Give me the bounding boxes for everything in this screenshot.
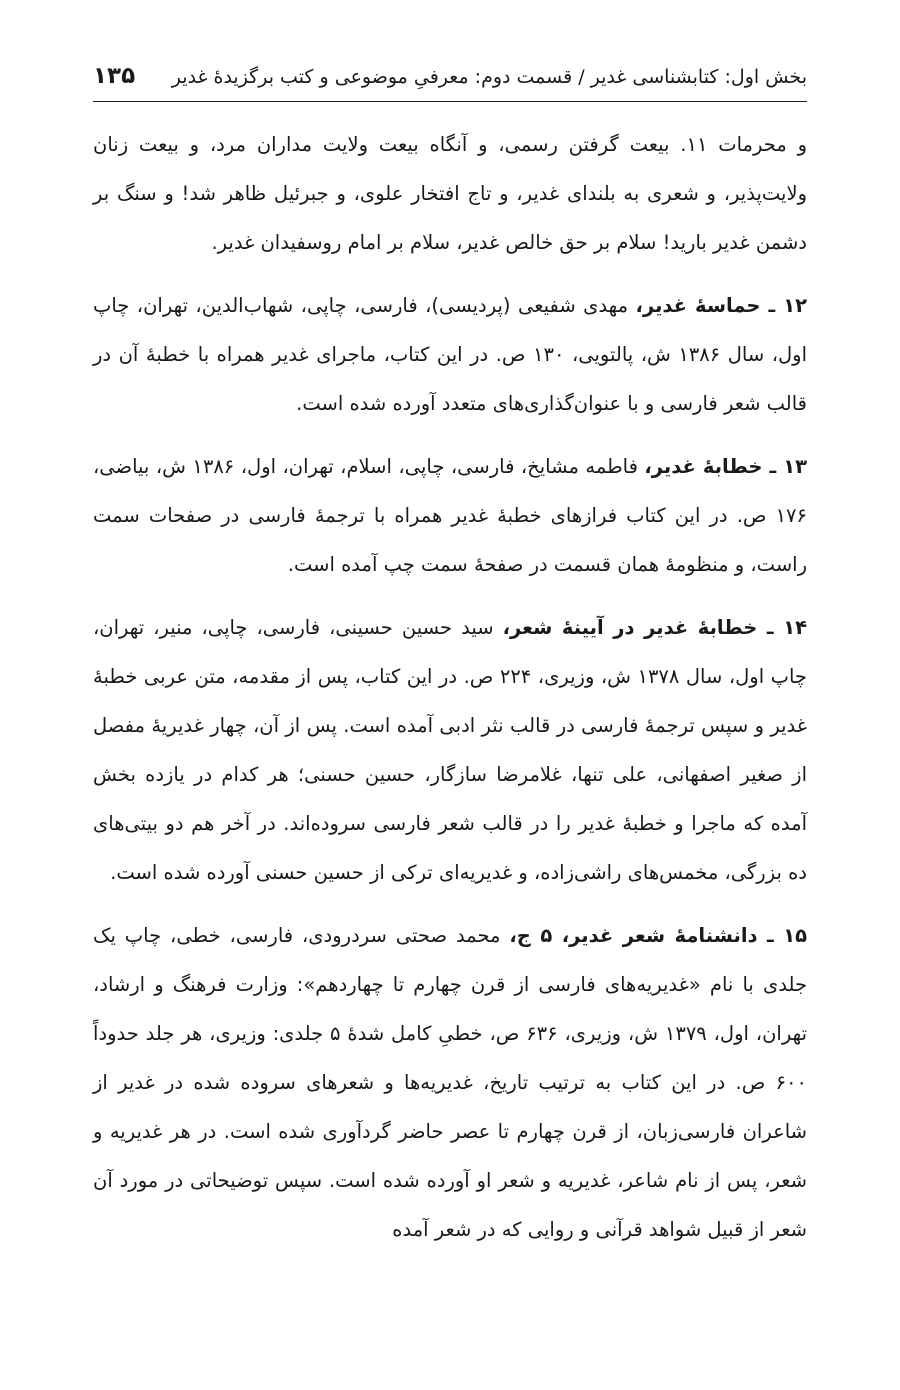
entry-text: فاطمه مشایخ، فارسی، چاپی، اسلام، تهران، اول، ۱۳۸۶ ش، بیاضی، ۱۷۶ ص. در این کتاب فرازهای خطبهٔ غدیر همراه با ترجمهٔ فارسی در صفحات سمت راست، و منظومهٔ همان قسمت در صفحهٔ سمت چپ آمده است. bbox=[93, 455, 807, 576]
entry-14 bbox=[93, 603, 807, 897]
entry-text: محمد صحتی سردرودی، فارسی، خطی، چاپ یک جلدی با نام «غدیریه‌های فارسی از قرن چهارم تا چهاردهم»: وزارت فرهنگ و ارشاد، تهران، اول، ۱۳۷۹ ش، وزیری، ۶۳۶ ص، خطیِ کامل شدهٔ ۵ جلدی: وزیری، هر جلد حدوداً ۶۰۰ ص. در این کتاب به ترتیب تاریخ، غدیریه‌ها و شعرهای سروده شده در غدیر از شاعران فارسی‌زبان، از قرن چهارم تا عصر حاضر گردآوری شده است. در هر غدیریه و شعر، پس از نام شاعر، غدیریه و شعر او آورده شده است. سپس توضیحاتی در مورد آن شعر از قبیل شواهد قرآنی و روایی که در شعر آمده bbox=[93, 924, 807, 1241]
entry-15 bbox=[93, 911, 807, 1254]
entry-text: سید حسین حسینی، فارسی، چاپی، منیر، تهران، چاپ اول، سال ۱۳۷۸ ش، وزیری، ۲۲۴ ص. در این کتاب، پس از مقدمه، متن عربی خطبهٔ غدیر و سپس ترجمهٔ فارسی در قالب نثر ادبی آمده است. پس از آن، چهار غدیریهٔ مفصل از صغیر اصفهانی، علی تنها، غلامرضا سازگار، حسین حسنی؛ هر کدام در یازده بخش آمده که ماجرا و خطبهٔ غدیر را در قالب شعر فارسی سروده‌اند. در آخر هم دو بیتی‌های ده بزرگی، مخمس‌های راشی‌زاده، و غدیریه‌ای ترکی از حسین حسنی آورده شده است. bbox=[93, 616, 807, 884]
entry-title: ۱۳ ـ خطابهٔ غدیر، bbox=[644, 455, 807, 478]
entry-13 bbox=[93, 442, 807, 589]
header-title: بخش اول: کتابشناسی غدیر / قسمت دوم: معرفیِ موضوعی و کتب برگزیدهٔ غدیر bbox=[171, 66, 807, 88]
paragraph-text: و محرمات ۱۱. بیعت گرفتن رسمی، و آنگاه بیعت ولایت مداران مرد، و بیعت زنان ولایت‌پذیر، و شعری به بلندای غدیر، و تاج افتخار علوی، و جبرئیل ظاهر شد! و سنگ بر دشمن غدیر بارید! سلام بر حق خالص غدیر، سلام بر امام روسفیدان غدیر. bbox=[93, 133, 807, 254]
page-number: ۱۳۵ bbox=[93, 63, 136, 89]
running-header bbox=[93, 58, 807, 102]
entry-title: ۱۵ ـ دانشنامهٔ شعر غدیر، ۵ ج، bbox=[509, 924, 807, 947]
entry-text: مهدی شفیعی (پردیسی)، فارسی، چاپی، شهاب‌الدین، تهران، چاپ اول، سال ۱۳۸۶ ش، پالتویی، ۱۳۰ ص. در این کتاب، ماجرای غدیر همراه با خطبهٔ آن در قالب شعر فارسی و با عنوان‌گذاری‌های متعدد آورده شده است. bbox=[93, 294, 808, 415]
paragraph-continuation bbox=[93, 120, 807, 267]
book-page bbox=[93, 58, 807, 1268]
body-text bbox=[93, 120, 807, 1254]
entry-12 bbox=[93, 281, 807, 428]
entry-title: ۱۲ ـ حماسهٔ غدیر، bbox=[635, 294, 807, 317]
entry-title: ۱۴ ـ خطابهٔ غدیر در آیینهٔ شعر، bbox=[502, 616, 807, 639]
